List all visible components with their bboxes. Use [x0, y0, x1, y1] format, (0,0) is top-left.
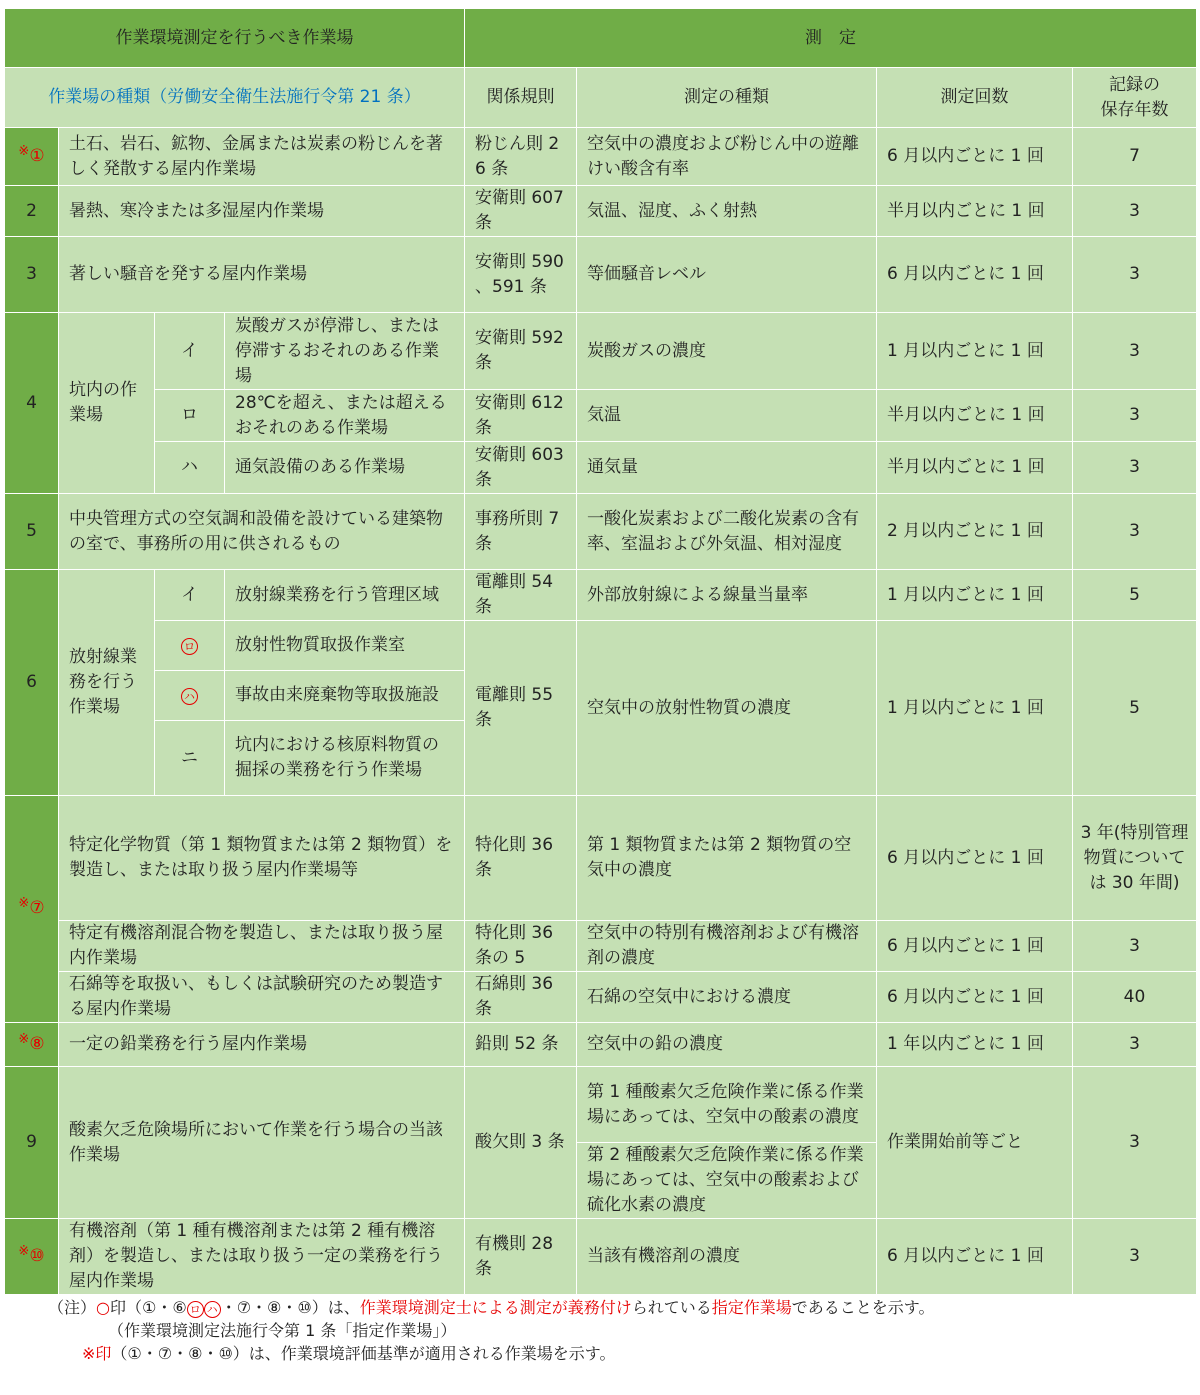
table-row [5, 237, 1197, 313]
freq-cell: 6 月以内ごとに 1 回 [877, 921, 1073, 972]
rule-cell: 安衛則 603 条 [465, 442, 577, 494]
sub-label: ハ [155, 442, 225, 494]
rule-cell: 電離則 54 条 [465, 570, 577, 621]
row-number: 5 [5, 494, 59, 570]
freq-cell: 半月以内ごとに 1 回 [877, 186, 1073, 237]
workplace-cell: 炭酸ガスが停滞し、または停滞するおそれのある作業場 [225, 313, 465, 390]
years-cell: 3 [1073, 921, 1197, 972]
workplace-cell: 中央管理方式の空気調和設備を設けている建築物の室で、事務所の用に供されるもの [59, 494, 465, 570]
footnote-1: （注）○印（①・⑥ ロ ハ ・⑦・⑧・⑩）は、作業環境測定士による測定が義務付けられている指定作業場であることを示す。 [48, 1298, 935, 1317]
workplace-cell: 特定有機溶剤混合物を製造し、または取り扱う屋内作業場 [59, 921, 465, 972]
table-row [5, 1023, 1197, 1067]
subheader-type: 作業場の種類（労働安全衛生法施行令第 21 条） [5, 68, 465, 128]
workplace-cell: 土石、岩石、鉱物、金属または炭素の粉じんを著しく発散する屋内作業場 [59, 128, 465, 186]
workplace-cell: 特定化学物質（第 1 類物質または第 2 類物質）を製造し、または取り扱う屋内作業場等 [59, 796, 465, 921]
rule-cell: 特化則 36 条 [465, 796, 577, 921]
table-row [5, 570, 1197, 621]
header-workplace: 作業環境測定を行うべき作業場 [5, 9, 465, 68]
subheader-kind: 測定の種類 [577, 68, 877, 128]
row-number: 9 [5, 1067, 59, 1219]
rule-cell: 鉛則 52 条 [465, 1023, 577, 1067]
row-number: 6 [5, 570, 59, 796]
rule-cell: 酸欠則 3 条 [465, 1067, 577, 1219]
years-cell: 3 [1073, 390, 1197, 442]
years-cell: 3 [1073, 442, 1197, 494]
kind-cell: 一酸化炭素および二酸化炭素の含有率、室温および外気温、相対湿度 [577, 494, 877, 570]
rule-cell: 石綿則 36 条 [465, 972, 577, 1023]
freq-cell: 半月以内ごとに 1 回 [877, 442, 1073, 494]
sub-label: ハ [155, 671, 225, 721]
subheader-freq: 測定回数 [877, 68, 1073, 128]
workplace-cell: 通気設備のある作業場 [225, 442, 465, 494]
row-number: 3 [5, 237, 59, 313]
kind-cell: 炭酸ガスの濃度 [577, 313, 877, 390]
table-row [5, 621, 1197, 671]
workplace-cell: 石綿等を取扱い、もしくは試験研究のため製造する屋内作業場 [59, 972, 465, 1023]
rule-cell: 有機則 28 条 [465, 1219, 577, 1295]
rule-cell: 電離則 55 条 [465, 621, 577, 796]
rule-cell: 安衛則 607 条 [465, 186, 577, 237]
freq-cell: 作業開始前等ごと [877, 1067, 1073, 1219]
workplace-cell: 有機溶剤（第 1 種有機溶剤または第 2 種有機溶剤）を製造し、または取り扱う一定の業務を行う屋内作業場 [59, 1219, 465, 1295]
workplace-cell: 著しい騒音を発する屋内作業場 [59, 237, 465, 313]
rule-cell: 安衛則 592 条 [465, 313, 577, 390]
subheader-rule: 関係規則 [465, 68, 577, 128]
row-number: ※① [5, 128, 59, 186]
freq-cell: 半月以内ごとに 1 回 [877, 390, 1073, 442]
freq-cell: 1 年以内ごとに 1 回 [877, 1023, 1073, 1067]
years-cell: 3 [1073, 1067, 1197, 1219]
footnotes [48, 1296, 935, 1365]
years-cell: 3 [1073, 237, 1197, 313]
kind-cell: 第 1 類物質または第 2 類物質の空気中の濃度 [577, 796, 877, 921]
table-row [5, 921, 1197, 972]
freq-cell: 1 月以内ごとに 1 回 [877, 313, 1073, 390]
footnote-3: ※印（①・⑦・⑧・⑩）は、作業環境評価基準が適用される作業場を示す。 [82, 1344, 616, 1363]
sub-label: ロ [155, 390, 225, 442]
row-number: ※⑦ [5, 796, 59, 1023]
freq-cell: 6 月以内ごとに 1 回 [877, 1219, 1073, 1295]
freq-cell: 6 月以内ごとに 1 回 [877, 796, 1073, 921]
workplace-cell: 28℃を超え、または超えるおそれのある作業場 [225, 390, 465, 442]
freq-cell: 2 月以内ごとに 1 回 [877, 494, 1073, 570]
row-number: ※⑧ [5, 1023, 59, 1067]
years-cell: 3 年(特別管理物質については 30 年間) [1073, 796, 1197, 921]
years-cell: 7 [1073, 128, 1197, 186]
kind-cell: 外部放射線による線量当量率 [577, 570, 877, 621]
kind-cell: 石綿の空気中における濃度 [577, 972, 877, 1023]
table-row [5, 313, 1197, 390]
years-cell: 3 [1073, 494, 1197, 570]
sub-label: イ [155, 313, 225, 390]
measurement-table [4, 8, 1197, 1295]
table-row [5, 796, 1197, 921]
workplace-cell: 酸素欠乏危険場所において作業を行う場合の当該作業場 [59, 1067, 465, 1219]
workplace-cell: 一定の鉛業務を行う屋内作業場 [59, 1023, 465, 1067]
rule-cell: 安衛則 612 条 [465, 390, 577, 442]
years-cell: 3 [1073, 186, 1197, 237]
group-cell: 放射線業務を行う作業場 [59, 570, 155, 796]
rule-cell: 特化則 36 条の 5 [465, 921, 577, 972]
workplace-cell: 放射線業務を行う管理区域 [225, 570, 465, 621]
table-row [5, 1067, 1197, 1143]
freq-cell: 6 月以内ごとに 1 回 [877, 128, 1073, 186]
freq-cell: 1 月以内ごとに 1 回 [877, 621, 1073, 796]
kind-cell: 第 1 種酸素欠乏危険作業に係る作業場にあっては、空気中の酸素の濃度 [577, 1067, 877, 1143]
table-row [5, 1219, 1197, 1295]
workplace-cell: 坑内における核原料物質の掘採の業務を行う作業場 [225, 721, 465, 796]
years-cell: 3 [1073, 1023, 1197, 1067]
workplace-cell: 放射性物質取扱作業室 [225, 621, 465, 671]
header-measurement: 測 定 [465, 9, 1197, 68]
kind-cell: 気温、湿度、ふく射熱 [577, 186, 877, 237]
kind-cell: 空気中の鉛の濃度 [577, 1023, 877, 1067]
sub-label: ロ [155, 621, 225, 671]
table-row [5, 972, 1197, 1023]
table-row [5, 494, 1197, 570]
years-cell: 3 [1073, 313, 1197, 390]
freq-cell: 6 月以内ごとに 1 回 [877, 237, 1073, 313]
kind-cell: 通気量 [577, 442, 877, 494]
years-cell: 3 [1073, 1219, 1197, 1295]
table-row [5, 390, 1197, 442]
freq-cell: 1 月以内ごとに 1 回 [877, 570, 1073, 621]
sub-label: イ [155, 570, 225, 621]
kind-cell: 当該有機溶剤の濃度 [577, 1219, 877, 1295]
footnote-2: （作業環境測定法施行令第 1 条「指定作業場」） [108, 1321, 457, 1340]
years-cell: 40 [1073, 972, 1197, 1023]
group-cell: 坑内の作業場 [59, 313, 155, 494]
kind-cell: 等価騒音レベル [577, 237, 877, 313]
years-cell: 5 [1073, 570, 1197, 621]
rule-cell: 事務所則 7 条 [465, 494, 577, 570]
subheader-years: 記録の 保存年数 [1073, 68, 1197, 128]
kind-cell: 空気中の特別有機溶剤および有機溶剤の濃度 [577, 921, 877, 972]
row-number: 4 [5, 313, 59, 494]
workplace-cell: 暑熱、寒冷または多湿屋内作業場 [59, 186, 465, 237]
rule-cell: 粉じん則 26 条 [465, 128, 577, 186]
kind-cell: 空気中の濃度および粉じん中の遊離けい酸含有率 [577, 128, 877, 186]
freq-cell: 6 月以内ごとに 1 回 [877, 972, 1073, 1023]
kind-cell: 空気中の放射性物質の濃度 [577, 621, 877, 796]
table-row [5, 186, 1197, 237]
sub-label: ニ [155, 721, 225, 796]
workplace-cell: 事故由来廃棄物等取扱施設 [225, 671, 465, 721]
kind-cell: 気温 [577, 390, 877, 442]
table-row [5, 128, 1197, 186]
row-number: 2 [5, 186, 59, 237]
rule-cell: 安衛則 590 、591 条 [465, 237, 577, 313]
kind-cell: 第 2 種酸素欠乏危険作業に係る作業場にあっては、空気中の酸素および硫化水素の濃度 [577, 1143, 877, 1219]
row-number: ※⑩ [5, 1219, 59, 1295]
years-cell: 5 [1073, 621, 1197, 796]
table-row [5, 442, 1197, 494]
